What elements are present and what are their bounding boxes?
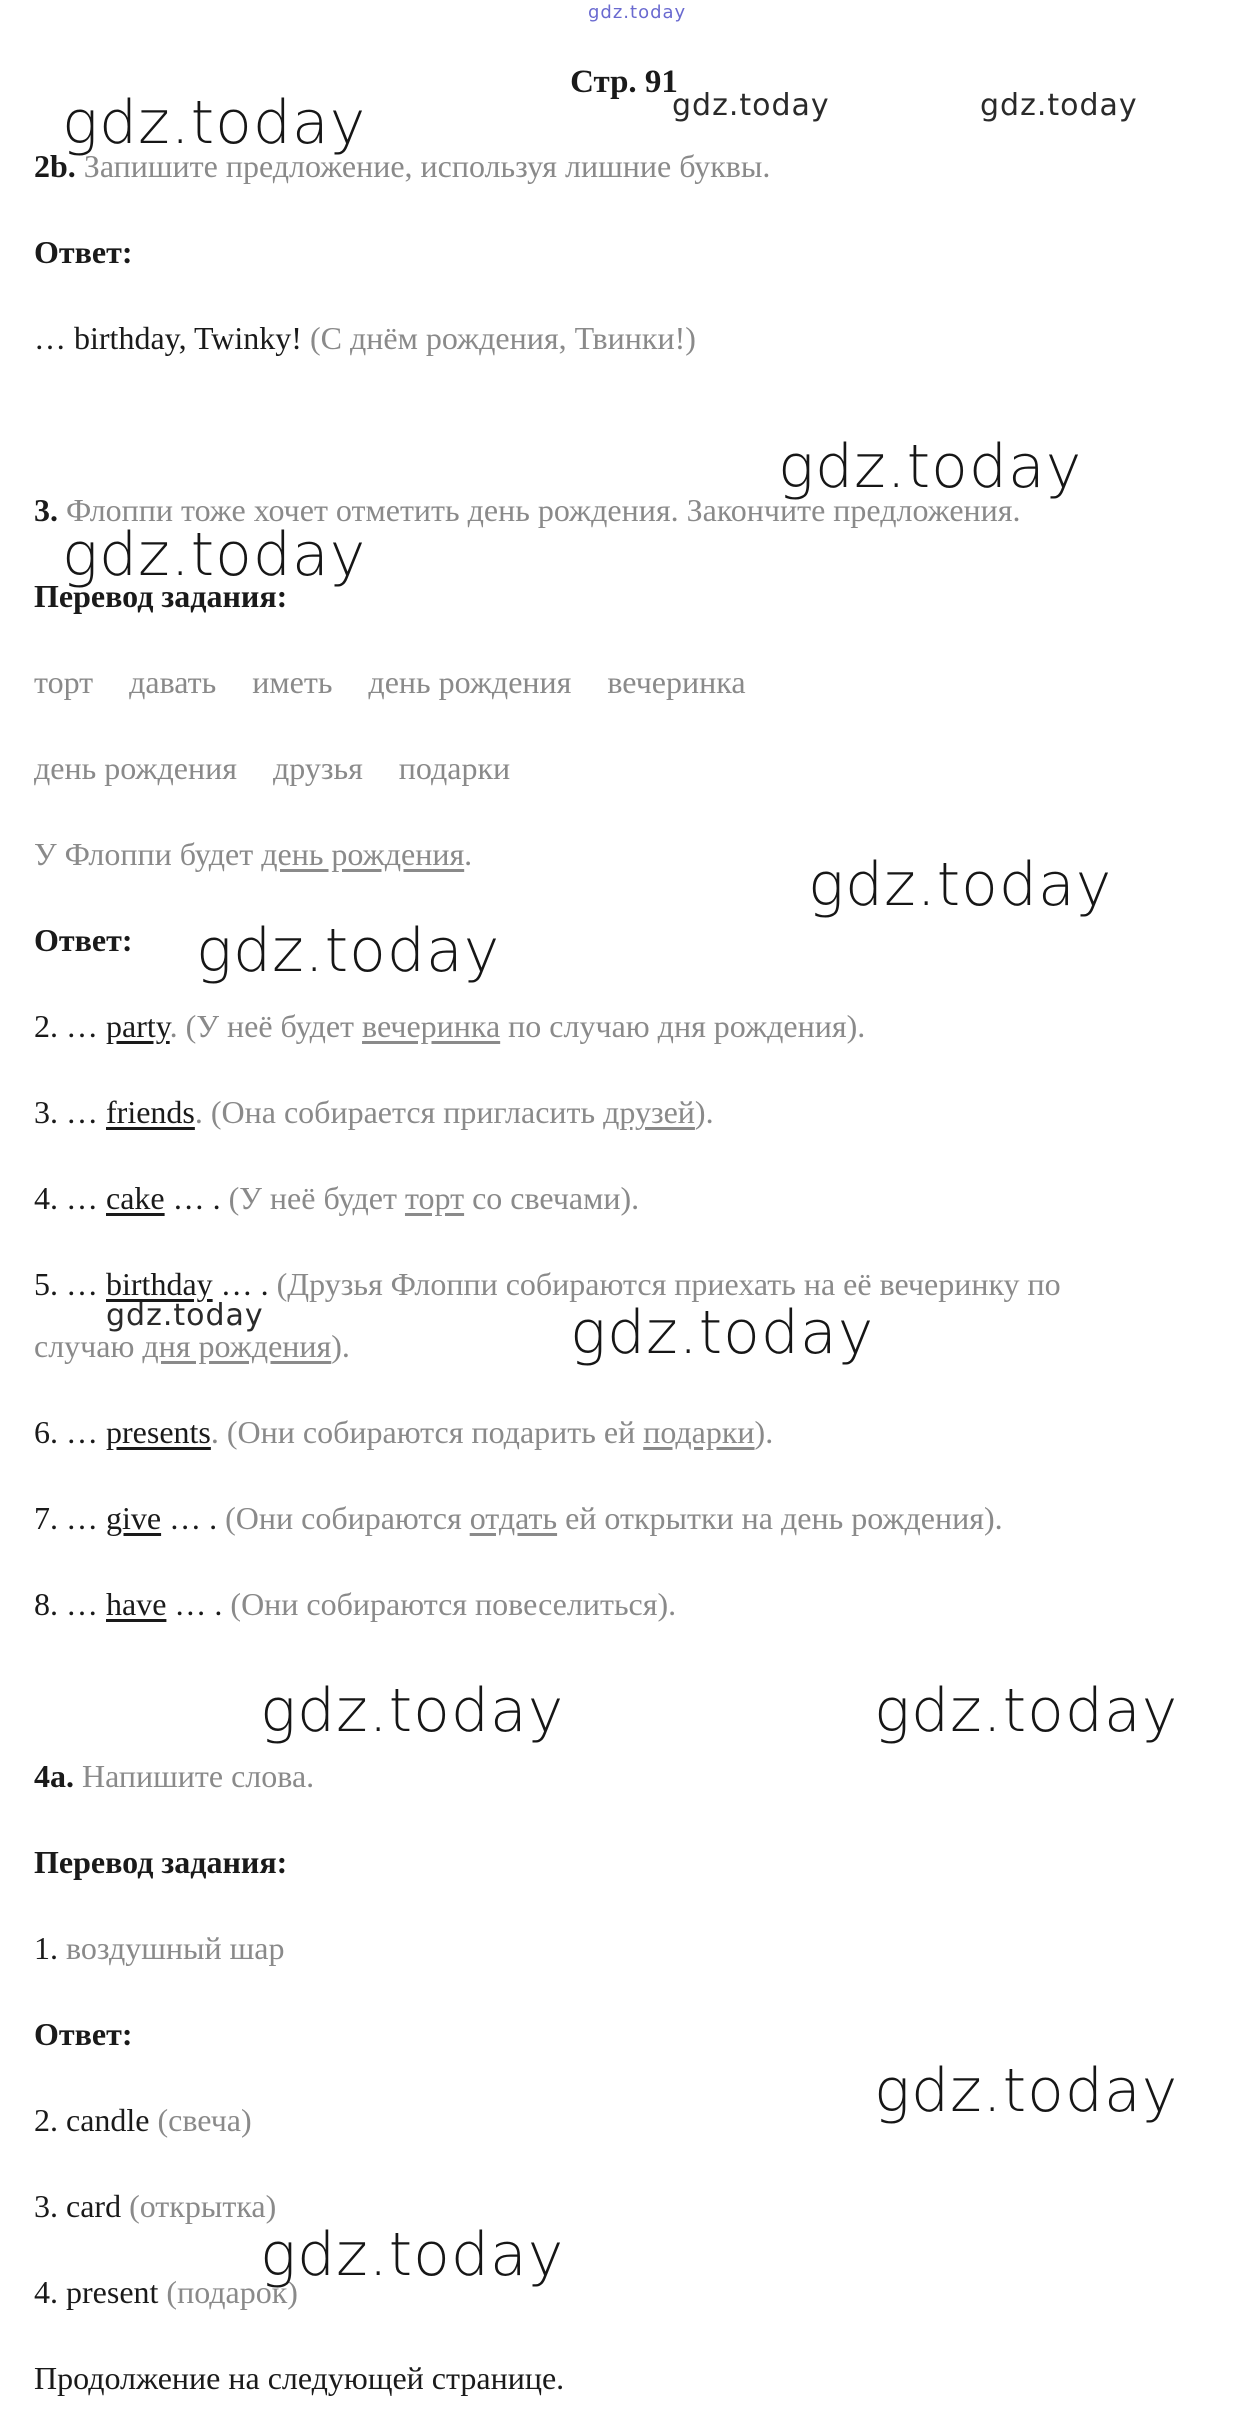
watermark: gdz.today xyxy=(260,2220,565,2290)
word-bank-row-2 xyxy=(34,748,546,788)
answer-item-3 xyxy=(34,1092,714,1132)
task-4a-heading xyxy=(34,1756,314,1796)
answer-translation: (С днём рождения, Твинки!) xyxy=(301,320,696,356)
answer-word: party xyxy=(106,1008,170,1044)
answer-translation: ). xyxy=(331,1328,350,1364)
task-text: Флоппи тоже хочет отметить день рождения. Закончите предложения. xyxy=(58,492,1021,528)
answer-english: 4. present xyxy=(34,2274,159,2310)
answer-ellipsis: … . xyxy=(161,1500,226,1536)
task-text: Запишите предложение, используя лишние буквы. xyxy=(75,148,771,184)
answer-item-8 xyxy=(34,1584,676,1624)
word-bank-item: давать xyxy=(129,664,217,700)
answer-translation: по случаю дня рождения). xyxy=(500,1008,866,1044)
answer-number: 8. … xyxy=(34,1586,106,1622)
answer-ellipsis: … . xyxy=(166,1586,231,1622)
word-bank-item: иметь xyxy=(252,664,333,700)
example-number: 1. xyxy=(34,1930,66,1966)
answer-translation: случаю xyxy=(34,1328,143,1364)
watermark: gdz.today xyxy=(196,916,501,986)
answer-word: give xyxy=(106,1500,162,1536)
page-title: Стр. 91 xyxy=(570,64,678,100)
answer-label: Ответ: xyxy=(34,234,133,270)
answer-item-3 xyxy=(34,2186,276,2226)
task-number: 4a. xyxy=(34,1758,74,1794)
answer-label: Ответ: xyxy=(34,2016,133,2052)
answer-translation: (Они собираются xyxy=(225,1500,470,1536)
answer-english: 3. card xyxy=(34,2188,122,2224)
answer-item-4 xyxy=(34,1178,639,1218)
answer-translation: ). xyxy=(694,1094,714,1130)
word-bank-item: торт xyxy=(34,664,94,700)
answer-translation: (открытка) xyxy=(121,2188,277,2224)
answer-translation: (Они собираются повеселиться). xyxy=(230,1586,677,1622)
word-bank-item: день рождения xyxy=(34,750,237,786)
answer-translation: (Друзья Флоппи собираются приехать на её вечеринку по xyxy=(276,1266,1061,1302)
answer-translation-underlined: вечеринка xyxy=(362,1008,501,1044)
answer-number: 4. … xyxy=(34,1180,106,1216)
watermark-top: gdz.today xyxy=(588,2,687,23)
answer-word: birthday xyxy=(106,1266,213,1302)
task-2b-answer xyxy=(34,318,696,358)
answer-word: friends xyxy=(106,1094,195,1130)
answer-translation: (У неё будет xyxy=(228,1180,405,1216)
answer-translation: (свеча) xyxy=(149,2102,252,2138)
answer-translation-underlined: отдать xyxy=(469,1500,558,1536)
task-number: 3. xyxy=(34,492,58,528)
watermark: gdz.today xyxy=(260,1676,565,1746)
task-number: 2b. xyxy=(34,148,76,184)
answer-word: have xyxy=(106,1586,167,1622)
word-bank-item: вечеринка xyxy=(607,664,746,700)
watermark: gdz.today xyxy=(980,88,1138,123)
example-text: воздушный шар xyxy=(66,1930,285,1966)
answer-english: 2. candle xyxy=(34,2102,150,2138)
answer-translation-underlined: подарки xyxy=(643,1414,755,1450)
word-bank-item: день рождения xyxy=(368,664,572,700)
answer-number: 2. … xyxy=(34,1008,106,1044)
answer-item-4 xyxy=(34,2272,298,2312)
answer-word: cake xyxy=(106,1180,165,1216)
translation-label: Перевод задания: xyxy=(34,1844,288,1880)
answer-translation-underlined: друзей xyxy=(603,1094,695,1130)
watermark: gdz.today xyxy=(874,1676,1179,1746)
answer-translation: . (Она собирается пригласить xyxy=(194,1094,604,1130)
answer-ellipsis: … . xyxy=(164,1180,229,1216)
word-bank-item: подарки xyxy=(398,750,511,786)
watermark: gdz.today xyxy=(62,88,367,158)
answer-number: 7. … xyxy=(34,1500,106,1536)
example-text: У Флоппи будет xyxy=(34,836,262,872)
answer-translation: . (Они собираются подарить ей xyxy=(210,1414,644,1450)
answer-label: Ответ: xyxy=(34,922,133,958)
answer-translation: (подарок) xyxy=(158,2274,298,2310)
answer-translation: ). xyxy=(754,1414,774,1450)
answer-number: 6. … xyxy=(34,1414,106,1450)
translation-label: Перевод задания: xyxy=(34,578,288,614)
task-3-example xyxy=(34,834,472,874)
watermark: gdz.today xyxy=(672,88,830,123)
answer-ellipsis: … . xyxy=(212,1266,277,1302)
watermark: gdz.today xyxy=(778,432,1083,502)
watermark: gdz.today xyxy=(874,2056,1179,2126)
answer-number: 3. … xyxy=(34,1094,106,1130)
answer-translation-underlined: торт xyxy=(404,1180,465,1216)
task-text: Напишите слова. xyxy=(74,1758,315,1794)
answer-item-2 xyxy=(34,1006,865,1046)
answer-translation: . (У неё будет xyxy=(169,1008,363,1044)
task-4a-example xyxy=(34,1928,284,1968)
answer-item-7 xyxy=(34,1498,1003,1538)
answer-translation-underlined: дня рождения xyxy=(142,1328,332,1364)
example-underlined: день рождения xyxy=(261,836,465,872)
answer-number: 5. … xyxy=(34,1266,106,1302)
answer-english: … birthday, Twinky! xyxy=(34,320,302,356)
answer-item-2 xyxy=(34,2100,252,2140)
watermark: gdz.today xyxy=(570,1298,875,1368)
answer-item-6 xyxy=(34,1412,773,1452)
answer-translation: ей открытки на день рождения). xyxy=(557,1500,1003,1536)
word-bank-item: друзья xyxy=(272,750,363,786)
watermark: gdz.today xyxy=(62,520,367,590)
watermark: gdz.today xyxy=(106,1298,264,1333)
word-bank-row-1 xyxy=(34,662,782,702)
continuation-note: Продолжение на следующей странице. xyxy=(34,2360,565,2396)
answer-word: presents xyxy=(106,1414,211,1450)
watermark: gdz.today xyxy=(808,850,1113,920)
answer-translation: со свечами). xyxy=(464,1180,640,1216)
example-text: . xyxy=(464,836,473,872)
